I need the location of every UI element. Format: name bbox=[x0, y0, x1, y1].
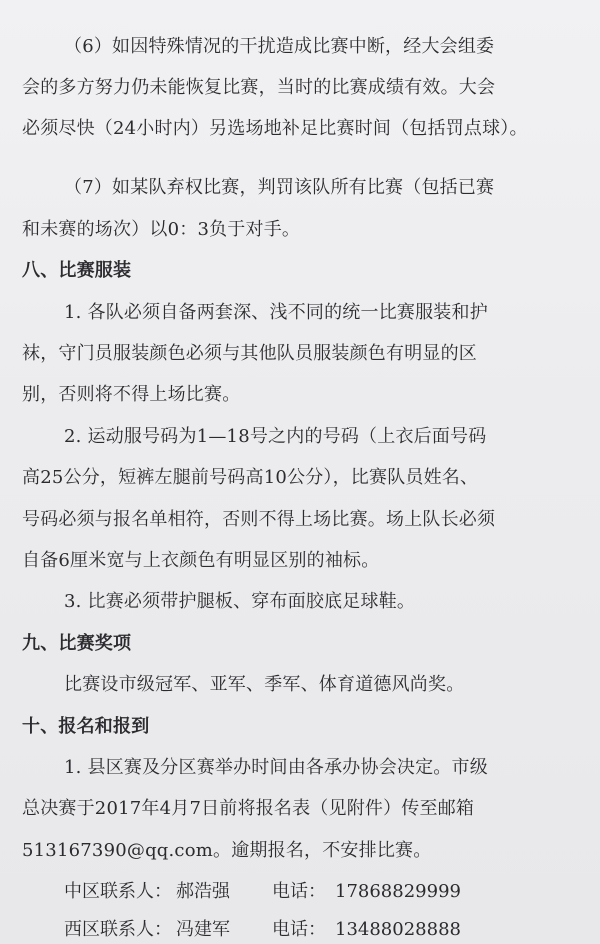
paragraph-line: 会的多方努力仍未能恢复比赛，当时的比赛成绩有效。大会 bbox=[22, 77, 496, 98]
email-line: 513167390@qq.com。逾期报名，不安排比赛。 bbox=[22, 840, 432, 861]
paragraph-line: 号码必须与报名单相符，否则不得上场比赛。场上队长必须 bbox=[22, 509, 496, 530]
phone-number: 17868829999 bbox=[335, 881, 461, 902]
section-heading: 九、比赛奖项 bbox=[22, 633, 132, 654]
paragraph-line: 别，否则将不得上场比赛。 bbox=[22, 384, 241, 405]
paragraph-line: 高25公分，短裤左腿前号码高10公分），比赛队员姓名、 bbox=[22, 467, 479, 488]
paragraph-line: 2. 运动服号码为1—18号之内的号码（上衣后面号码 bbox=[64, 426, 487, 447]
contact-name: 冯建军 bbox=[176, 919, 230, 940]
paragraph-line: 比赛设市级冠军、亚军、季军、体育道德风尚奖。 bbox=[64, 674, 465, 695]
contact-label: 中区联系人： bbox=[64, 881, 172, 902]
paragraph-line: 1. 县区赛及分区赛举办时间由各承办协会决定。市级 bbox=[64, 757, 488, 778]
phone-label: 电话： bbox=[272, 881, 326, 902]
paragraph-line: 1. 各队必须自备两套深、浅不同的统一比赛服装和护 bbox=[64, 302, 488, 323]
paragraph-line: 必须尽快（24小时内）另选场地补足比赛时间（包括罚点球）。 bbox=[22, 118, 528, 139]
paragraph-line: （6）如因特殊情况的干扰造成比赛中断，经大会组委 bbox=[64, 36, 495, 57]
paragraph-line: （7）如某队弃权比赛，判罚该队所有比赛（包括已赛 bbox=[64, 177, 495, 198]
paragraph-line: 和未赛的场次）以0：3负于对手。 bbox=[22, 219, 301, 240]
phone-label: 电话： bbox=[272, 919, 326, 940]
paragraph-line: 自备6厘米宽与上衣颜色有明显区别的袖标。 bbox=[22, 550, 380, 571]
section-heading: 八、比赛服装 bbox=[22, 260, 132, 281]
contact-name: 郝浩强 bbox=[176, 881, 230, 902]
paragraph-line: 3. 比赛必须带护腿板、穿布面胶底足球鞋。 bbox=[64, 591, 416, 612]
phone-number: 13488028888 bbox=[335, 919, 461, 940]
section-heading: 十、报名和报到 bbox=[22, 716, 150, 737]
contact-label: 西区联系人： bbox=[64, 919, 172, 940]
paragraph-line: 袜，守门员服装颜色必须与其他队员服装颜色有明显的区 bbox=[22, 343, 477, 364]
paragraph-line: 总决赛于2017年4月7日前将报名表（见附件）传至邮箱 bbox=[22, 798, 475, 819]
